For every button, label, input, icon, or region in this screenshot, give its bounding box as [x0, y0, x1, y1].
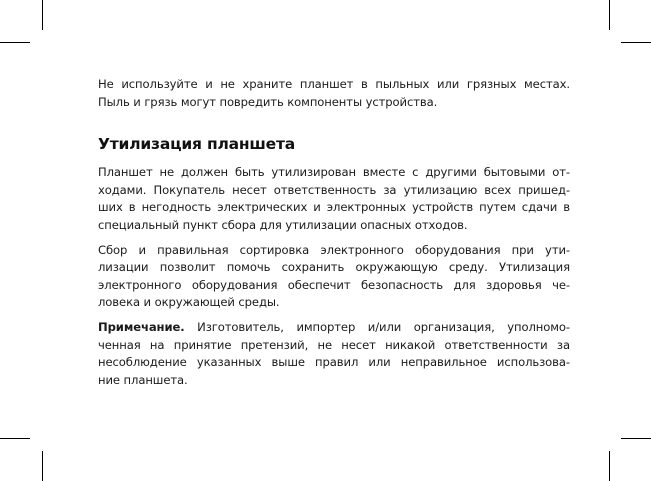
- intro-line: Не используйте и не храните планшет в пыльных или грязных местах.: [98, 77, 570, 91]
- sorting-paragraph: [98, 242, 570, 312]
- disposal-paragraph: [98, 164, 570, 234]
- note-first-line: [98, 319, 570, 337]
- note-paragraph: [98, 319, 570, 389]
- paragraph-line: лизации позволит помочь сохранить окружающую среду. Утилизация: [98, 260, 570, 275]
- crop-mark-bottom-left-vertical: [42, 451, 43, 481]
- note-first-line-text: Изготовитель, импортер и/или организация, уполномо-: [184, 319, 570, 334]
- crop-mark-top-right-horizontal: [621, 42, 651, 43]
- section-heading: Утилизация планшета: [98, 135, 296, 154]
- paragraph-line: ние планшета.: [98, 372, 188, 387]
- intro-line: Пыль и грязь могут повредить компоненты устройства.: [98, 94, 438, 109]
- crop-mark-top-right-vertical: [609, 0, 610, 30]
- paragraph-line: ших в негодность электрических и электронных устройств путем сдачи в: [98, 200, 570, 215]
- paragraph-line: Сбор и правильная сортировка электронного оборудования при ути-: [98, 242, 570, 257]
- intro-paragraph: [98, 76, 570, 111]
- crop-mark-bottom-left-horizontal: [0, 438, 30, 439]
- paragraph-line: ловека и окружающей среды.: [98, 295, 280, 310]
- paragraph-line: ходами. Покупатель несет ответственность за утилизацию всех пришед-: [98, 182, 570, 197]
- paragraph-line: несоблюдение указанных выше правил или неправильное использова-: [98, 355, 570, 370]
- paragraph-line: электронного оборудования обеспечит безопасность для здоровья че-: [98, 277, 570, 292]
- note-label: Примечание.: [98, 319, 185, 334]
- page-content: [98, 76, 570, 396]
- paragraph-line: Планшет не должен быть утилизирован вместе с другими бытовыми от-: [98, 165, 570, 180]
- paragraph-line: ченная на принятие претензий, не несет никакой ответственности за: [98, 337, 570, 352]
- crop-mark-bottom-right-horizontal: [621, 438, 651, 439]
- crop-mark-top-left-vertical: [42, 0, 43, 30]
- paragraph-line: специальный пункт сбора для утилизации опасных отходов.: [98, 217, 468, 232]
- crop-mark-top-left-horizontal: [0, 42, 30, 43]
- crop-mark-bottom-right-vertical: [609, 451, 610, 481]
